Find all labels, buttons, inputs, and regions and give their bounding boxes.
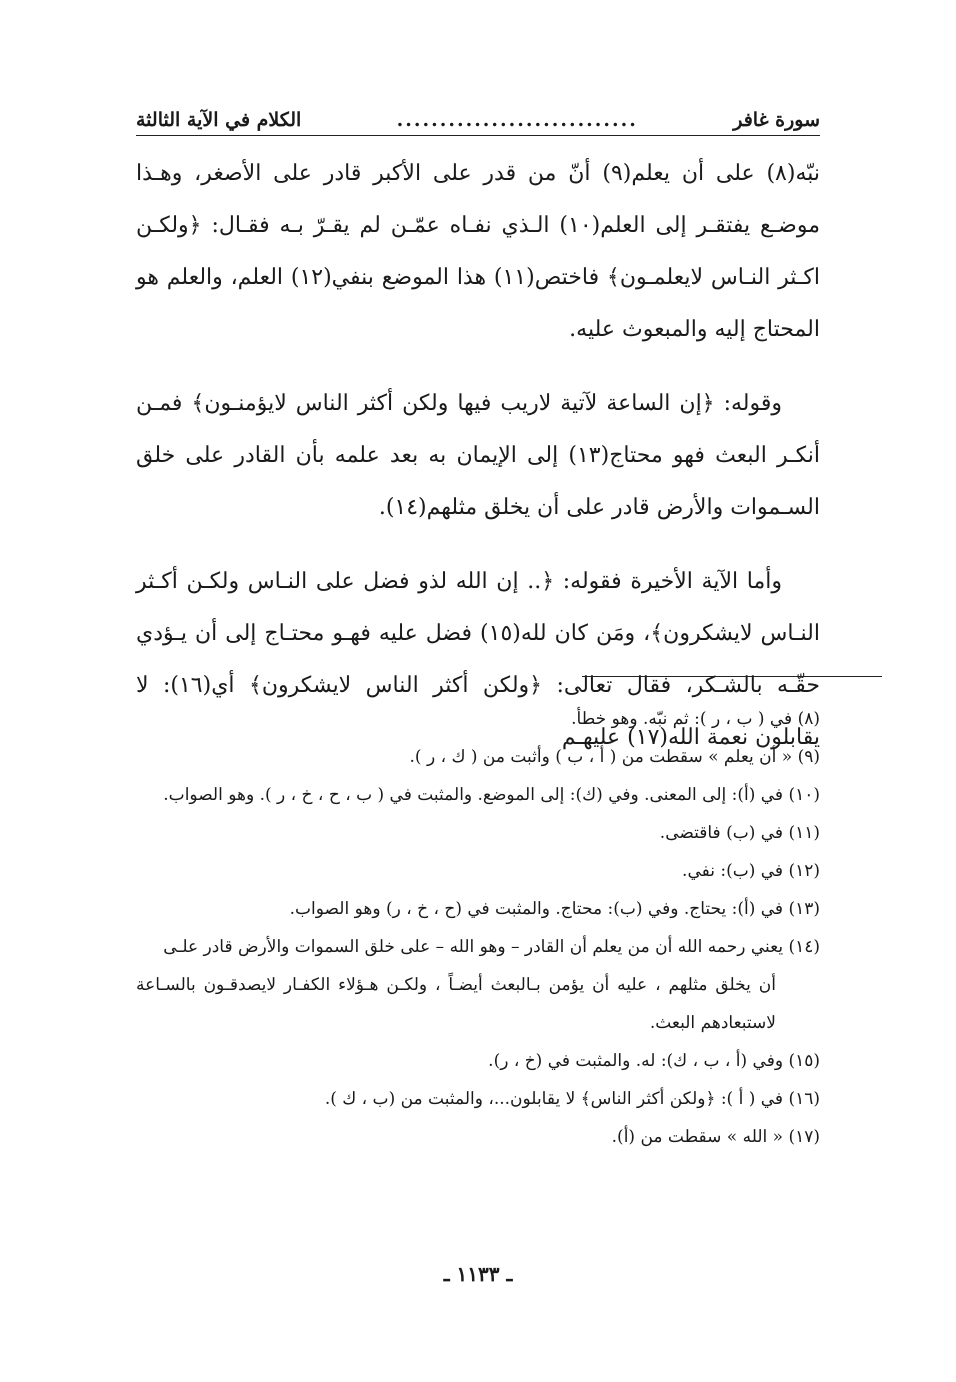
footnote-11: (١١) في (ب) فاقتضى. xyxy=(659,823,820,843)
footnote-15: (١٥) وفي (أ ، ب ، ك): له. والمثبت في (خ ، ر). xyxy=(488,1051,820,1071)
header-leader-dots: ............................ xyxy=(396,109,638,131)
footnote-14 xyxy=(136,928,820,1042)
paragraph-1: نبّه(٨) على أن يعلم(٩) أنّ من قدر على الأكبر قادر على الأصغر، وهـذا موضـع يفتقـر إلى العلم(١٠) الـذي نفـاه عمّـن لم يقـرّ بـه فقـال: ﴿ولكـن اكـثر النـاس لايعلمـون﴾ فاختص(١١) هذا الموضع بنفي(١٢) العلم، والعلم هو المحتاج إليه والمبعوث عليه. xyxy=(136,161,821,342)
footnote-separator xyxy=(582,676,882,677)
footnote-14-first-line: (١٤) يعني رحمه الله أن من يعلم أن القادر – وهو الله – على خلق السموات والأرض قادر علـى xyxy=(163,937,820,957)
footnote-12: (١٢) في (ب): نفي. xyxy=(682,861,820,881)
page-number: ـ ١١٣٣ ـ xyxy=(443,1262,513,1286)
running-header xyxy=(136,100,820,136)
paragraph-3: وأما الآية الأخيرة فقوله: ﴿.. إن الله لذو فضل على النـاس ولكـن أكـثر النـاس لايشكرون﴾، ومَن كان لله(١٥) فضل عليه فهـو محتـاج إلى أن يـؤدي حقّـه بالشـكر، فقال تعالى: ﴿ولكن أكثر الناس لايشكرون﴾ أي(١٦): لا يقابلون نعمة الله(١٧) عليهـم xyxy=(136,569,821,750)
main-text xyxy=(136,148,820,786)
footnote-10: (١٠) في (أ): إلى المعنى. وفي (ك): إلى الموضع. والمثبت في ( ب ، ح ، خ ، ر ). وهو الصواب. xyxy=(163,785,820,805)
surah-title: سورة غافر xyxy=(733,109,820,131)
footnote-16: (١٦) في ( أ ): ﴿ولكن أكثر الناس﴾ لا يقابلون...، والمثبت من (ب ، ك ). xyxy=(324,1089,820,1109)
footnote-14-continuation: أن يخلق مثلهم ، عليه أن يؤمن بـالبعث أيضـاً ، ولكـن هـؤلاء الكفـار لايصدقـون بالسـاعة لاستبعادهم البعث. xyxy=(136,975,776,1033)
paragraph-2: وقوله: ﴿إن الساعة لآتية لاريب فيها ولكن أكثر الناس لايؤمنـون﴾ فمـن أنكـر البعث فهو محتاج(١٣) إلى الإيمان به بعد علمه بأن القادر على خلق السـموات والأرض قادر على أن يخلق مثلهم(١٤). xyxy=(136,391,820,520)
footnote-9: (٩) « أن يعلم » سقطت من ( أ ، ب ) وأثبت من ( ك ، ر ). xyxy=(409,747,820,767)
footnote-17: (١٧) « الله » سقطت من (أ). xyxy=(611,1127,820,1147)
footnote-8: (٨) في ( ب ، ر ): ثم نبّه. وهو خطأ. xyxy=(571,709,820,729)
footnote-13: (١٣) في (أ): يحتاج. وفي (ب): محتاج. والمثبت في (ح ، خ ، ر) وهو الصواب. xyxy=(289,899,820,919)
footnotes xyxy=(136,700,820,1156)
section-title: الكلام في الآية الثالثة xyxy=(136,109,302,131)
